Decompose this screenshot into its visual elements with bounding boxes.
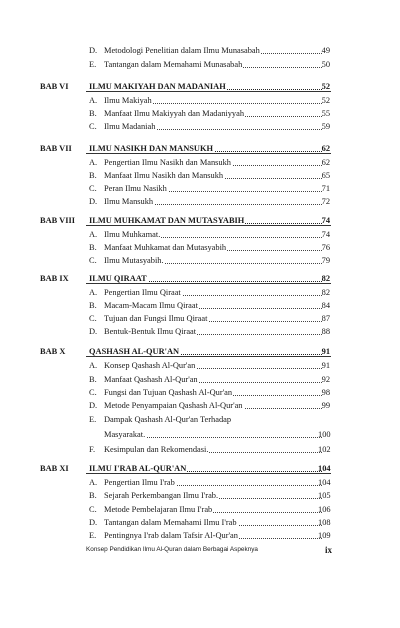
entry-page-number: 106: [318, 505, 331, 514]
entry-title-wrap: [104, 413, 322, 426]
toc-entry-row: [0, 312, 400, 325]
entry-letter: A.: [89, 158, 98, 167]
entry-title: Metode Penyampaian Qashash Al-Qur'an: [104, 401, 243, 410]
entry-title: ILMU QIRAAT: [89, 274, 147, 283]
entry-title: Ilmu Mansukh: [104, 197, 154, 206]
entry-title: Pengertian Ilmu Qiraat: [104, 288, 181, 297]
entry-page-number: 50: [321, 60, 330, 69]
entry-title-wrap: [104, 373, 322, 386]
chapter-divider: [86, 153, 331, 154]
toc-entry-row: [0, 156, 400, 169]
entry-title: Tujuan dan Fungsi Ilmu Qiraat: [104, 314, 208, 323]
entry-title-wrap: [104, 399, 322, 412]
entry-letter: E.: [89, 60, 97, 69]
page-footer: [0, 544, 400, 556]
toc-entry-row: [0, 241, 400, 254]
entry-title: Peran Ilmu Nasikh: [104, 184, 167, 193]
entry-title: ILMU MUHKAMAT DAN MUTASYABIH: [89, 216, 245, 225]
entry-letter: C.: [89, 122, 97, 131]
entry-title: ILMU I'RAB AL-QUR'AN: [89, 464, 187, 473]
entry-title-wrap: [104, 241, 322, 254]
toc-entry-row: [0, 516, 400, 529]
entry-page-number: 79: [321, 256, 330, 265]
entry-title-wrap: [104, 156, 322, 169]
entry-letter: B.: [89, 375, 97, 384]
entry-letter: C.: [89, 314, 97, 323]
entry-title: Tantangan dalam Memahami Munasabah: [104, 60, 243, 69]
entry-title-wrap: [104, 489, 322, 502]
entry-title-wrap: [104, 443, 322, 456]
entry-title: Manfaat Muhkamat dan Mutasyabih: [104, 243, 227, 252]
entry-page-number: 105: [318, 491, 331, 500]
chapter-number: BAB IX: [40, 274, 69, 283]
toc-entry-row: [0, 254, 400, 267]
entry-page-number: 82: [321, 288, 330, 297]
entry-title: Manfaat Qashash Al-Qur'an: [104, 375, 198, 384]
chapter-divider: [86, 473, 331, 474]
entry-letter: A.: [89, 361, 98, 370]
entry-page-number: 59: [321, 122, 330, 131]
entry-title-wrap: [104, 428, 322, 441]
entry-letter: B.: [89, 243, 97, 252]
footer-page-number: ix: [324, 545, 332, 555]
entry-letter: D.: [89, 518, 98, 527]
toc-entry-row: [0, 169, 400, 182]
entry-page-number: 49: [321, 46, 330, 55]
chapter-number: BAB X: [40, 347, 66, 356]
entry-page-number: 71: [321, 184, 330, 193]
toc-entry-row: [0, 428, 400, 441]
entry-letter: D.: [89, 46, 98, 55]
entry-title: Bentuk-Bentuk Ilmu Qiraat: [104, 327, 197, 336]
chapter-divider: [86, 91, 331, 92]
entry-letter: B.: [89, 171, 97, 180]
entry-letter: E.: [89, 415, 97, 424]
entry-title: Masyarakat.: [104, 430, 146, 439]
entry-title-wrap: [104, 44, 322, 57]
toc-entry-row: [0, 386, 400, 399]
entry-title: Pentingnya I'rab dalam Tafsir Al-Qur'an: [104, 531, 238, 540]
entry-page-number: 91: [321, 347, 330, 356]
entry-title: Manfaat Ilmu Nasikh dan Mansukh: [104, 171, 224, 180]
entry-page-number: 91: [321, 361, 330, 370]
toc-entry-row: [0, 195, 400, 208]
entry-title: Pengertian Ilmu Nasikh dan Mansukh: [104, 158, 231, 167]
entry-letter: C.: [89, 505, 97, 514]
entry-title: Dampak Qashash Al-Qur'an Terhadap: [104, 415, 232, 424]
entry-letter: B.: [89, 491, 97, 500]
entry-page-number: 104: [318, 478, 331, 487]
entry-page-number: 72: [321, 197, 330, 206]
entry-page-number: 62: [321, 144, 330, 153]
entry-title-wrap: [104, 529, 322, 542]
toc-entry-row: [0, 94, 400, 107]
entry-letter: D.: [89, 197, 98, 206]
entry-letter: C.: [89, 184, 97, 193]
toc-entry-row: [0, 299, 400, 312]
entry-title: Ilmu Makiyah: [104, 96, 152, 105]
entry-title-wrap: [104, 386, 322, 399]
entry-letter: C.: [89, 256, 97, 265]
entry-page-number: 108: [318, 518, 331, 527]
toc-entry-row: [0, 44, 400, 57]
entry-page-number: 88: [321, 327, 330, 336]
entry-page-number: 62: [321, 158, 330, 167]
chapter-number: BAB VI: [40, 82, 69, 91]
entry-title-wrap: [104, 182, 322, 195]
entry-title: Fungsi dan Tujuan Qashash Al-Qur'an: [104, 388, 233, 397]
entry-page-number: 82: [321, 274, 330, 283]
entry-page-number: 92: [321, 375, 330, 384]
chapter-number: BAB VIII: [40, 216, 75, 225]
entry-title-wrap: [104, 476, 322, 489]
entry-title-wrap: [104, 325, 322, 338]
entry-title: QASHASH AL-QUR'AN: [89, 347, 180, 356]
entry-page-number: 55: [321, 109, 330, 118]
entry-page-number: 74: [321, 230, 330, 239]
entry-title-wrap: [104, 228, 322, 241]
entry-page-number: 52: [321, 82, 330, 91]
entry-title: Sejarah Perkembangan Ilmu I'rab.: [104, 491, 219, 500]
entry-title-wrap: [104, 120, 322, 133]
entry-title: Tantangan dalam Memahami Ilmu I'rab: [104, 518, 237, 527]
entry-title: Metode Pembelajaran Ilmu I'rab: [104, 505, 213, 514]
toc-entry-row: [0, 373, 400, 386]
toc-entry-row: [0, 120, 400, 133]
entry-title: Pengertian Ilmu I'rab: [104, 478, 175, 487]
entry-title-wrap: [104, 58, 322, 71]
toc-entry-row: [0, 476, 400, 489]
chapter-divider: [86, 356, 331, 357]
entry-title-wrap: [104, 94, 322, 107]
chapter-number: BAB VII: [40, 144, 72, 153]
entry-page-number: 84: [321, 301, 330, 310]
entry-page-number: 109: [318, 531, 331, 540]
footer-book-title: Konsep Pendidikan Ilmu Al-Quran dalam Berbagai Aspeknya: [86, 546, 258, 553]
entry-title-wrap: [104, 359, 322, 372]
entry-title-wrap: [104, 169, 322, 182]
entry-title: Konsep Qashash Al-Qur'an: [104, 361, 196, 370]
entry-letter: A.: [89, 230, 98, 239]
entry-page-number: 99: [321, 401, 330, 410]
entry-title: Ilmu Muhkamat.: [104, 230, 161, 239]
entry-title: Ilmu Madaniah: [104, 122, 156, 131]
entry-page-number: 74: [321, 216, 330, 225]
entry-title-wrap: [104, 299, 322, 312]
toc-entry-row: [0, 489, 400, 502]
entry-letter: F.: [89, 445, 96, 454]
entry-page-number: 102: [318, 445, 331, 454]
entry-title-wrap: [104, 312, 322, 325]
entry-page-number: 52: [321, 96, 330, 105]
entry-title: Kesimpulan dan Rekomendasi.: [104, 445, 209, 454]
entry-title: Manfaat Ilmu Makiyyah dan Madaniyyah: [104, 109, 245, 118]
entry-letter: A.: [89, 478, 98, 487]
toc-entry-row: [0, 443, 400, 456]
entry-page-number: 87: [321, 314, 330, 323]
entry-title: Macam-Macam Ilmu Qiraat: [104, 301, 198, 310]
entry-letter: E.: [89, 531, 97, 540]
entry-page-number: 65: [321, 171, 330, 180]
toc-entry-row: [0, 413, 400, 426]
entry-title: ILMU NASIKH DAN MANSUKH: [89, 144, 214, 153]
entry-letter: C.: [89, 388, 97, 397]
entry-page-number: 104: [318, 464, 331, 473]
toc-entry-row: [0, 286, 400, 299]
toc-entry-row: [0, 529, 400, 542]
entry-title-wrap: [104, 107, 322, 120]
entry-title: Ilmu Mutasyabih.: [104, 256, 164, 265]
chapter-number: BAB XI: [40, 464, 69, 473]
entry-letter: B.: [89, 301, 97, 310]
toc-entry-row: [0, 359, 400, 372]
entry-title: ILMU MAKIYAH DAN MADANIAH: [89, 82, 226, 91]
entry-letter: A.: [89, 288, 98, 297]
toc-entry-row: [0, 182, 400, 195]
toc-entry-row: [0, 228, 400, 241]
entry-title-wrap: [104, 286, 322, 299]
toc-entry-row: [0, 503, 400, 516]
entry-letter: D.: [89, 401, 98, 410]
entry-page-number: 98: [321, 388, 330, 397]
entry-letter: B.: [89, 109, 97, 118]
chapter-divider: [86, 225, 331, 226]
toc-entry-row: [0, 107, 400, 120]
entry-page-number: 76: [321, 243, 330, 252]
entry-title-wrap: [104, 195, 322, 208]
toc-entry-row: [0, 325, 400, 338]
entry-title-wrap: [104, 503, 322, 516]
entry-title-wrap: [104, 516, 322, 529]
entry-title-wrap: [104, 254, 322, 267]
entry-letter: D.: [89, 327, 98, 336]
toc-entry-row: [0, 58, 400, 71]
entry-title: Metodologi Penelitian dalam Ilmu Munasabah: [104, 46, 260, 55]
entry-page-number: 100: [318, 430, 331, 439]
entry-letter: A.: [89, 96, 98, 105]
toc-entry-row: [0, 399, 400, 412]
chapter-divider: [86, 283, 331, 284]
